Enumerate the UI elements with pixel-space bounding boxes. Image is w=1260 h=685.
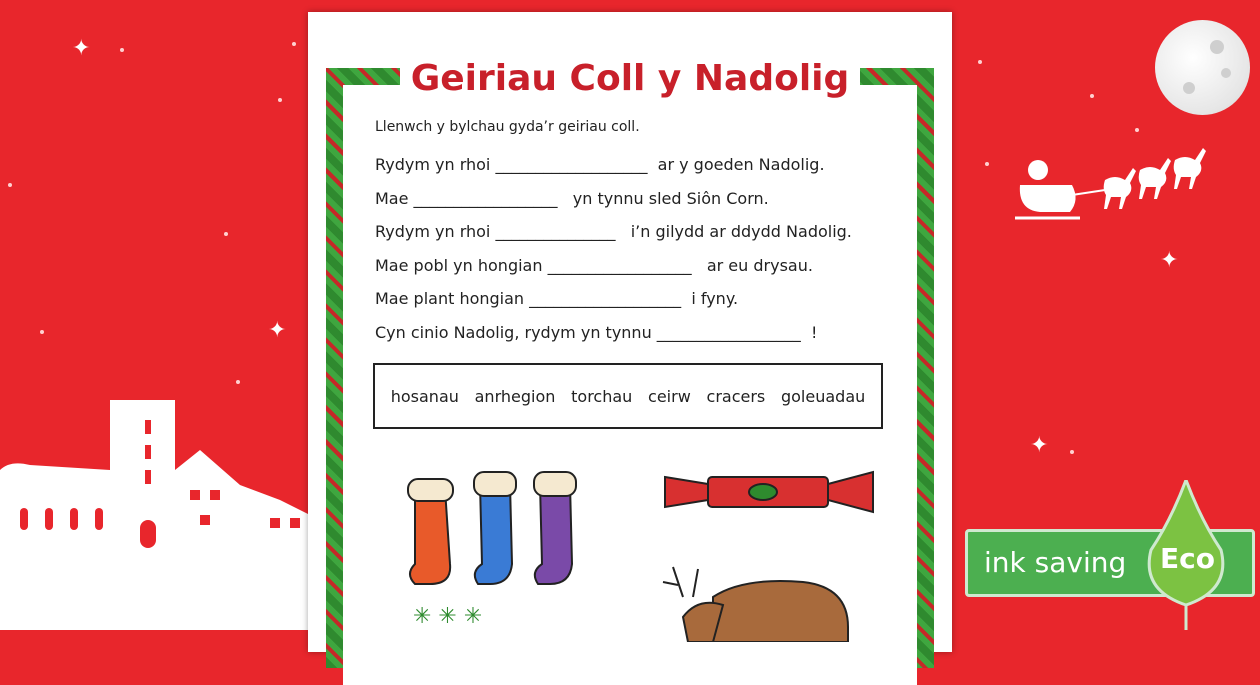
ink-saving-label: ink saving [984,546,1127,579]
word-bank-item: anrhegion [474,386,556,406]
worksheet-title: Geiriau Coll y Nadolig [410,58,850,99]
sentence-line: Mae plant hongian ___________________ i fyny. [375,289,739,308]
sparkle-icon: ✦ [72,36,91,61]
sparkle-icon: ✦ [1160,248,1179,273]
cracker-icon [663,462,875,522]
sentence-line: Mae __________________ yn tynnu sled Siôn Corn. [375,189,769,208]
word-bank-item: cracers [706,386,766,406]
word-bank-item: hosanau [390,386,459,406]
sentence-line: Mae pobl yn hongian __________________ ar eu drysau. [375,256,813,275]
reindeer-icon [653,557,863,642]
sentence-line: Cyn cinio Nadolig, rydym yn tynnu __________________ ! [375,323,818,342]
town-silhouette-icon [0,390,320,630]
lights-icon: ✳ ✳ ✳ [413,604,483,629]
sentence-line: Rydym yn rhoi _______________ i’n gilydd ar ddydd Nadolig. [375,222,852,241]
stockings-icon [400,444,590,594]
santa-sleigh-icon [1010,140,1220,225]
worksheet-page [308,12,952,652]
sparkle-icon: ✦ [1030,433,1049,458]
word-bank-item: goleuadau [780,386,866,406]
sentence-line: Rydym yn rhoi ___________________ ar y goeden Nadolig. [375,155,825,174]
moon-icon [1155,20,1250,115]
eco-label: Eco [1160,542,1215,575]
word-bank [373,363,883,429]
sparkle-icon: ✦ [268,318,287,343]
word-bank-item: torchau [571,386,633,406]
instruction-text: Llenwch y bylchau gyda’r geiriau coll. [375,119,640,135]
word-bank-item: ceirw [648,386,691,406]
